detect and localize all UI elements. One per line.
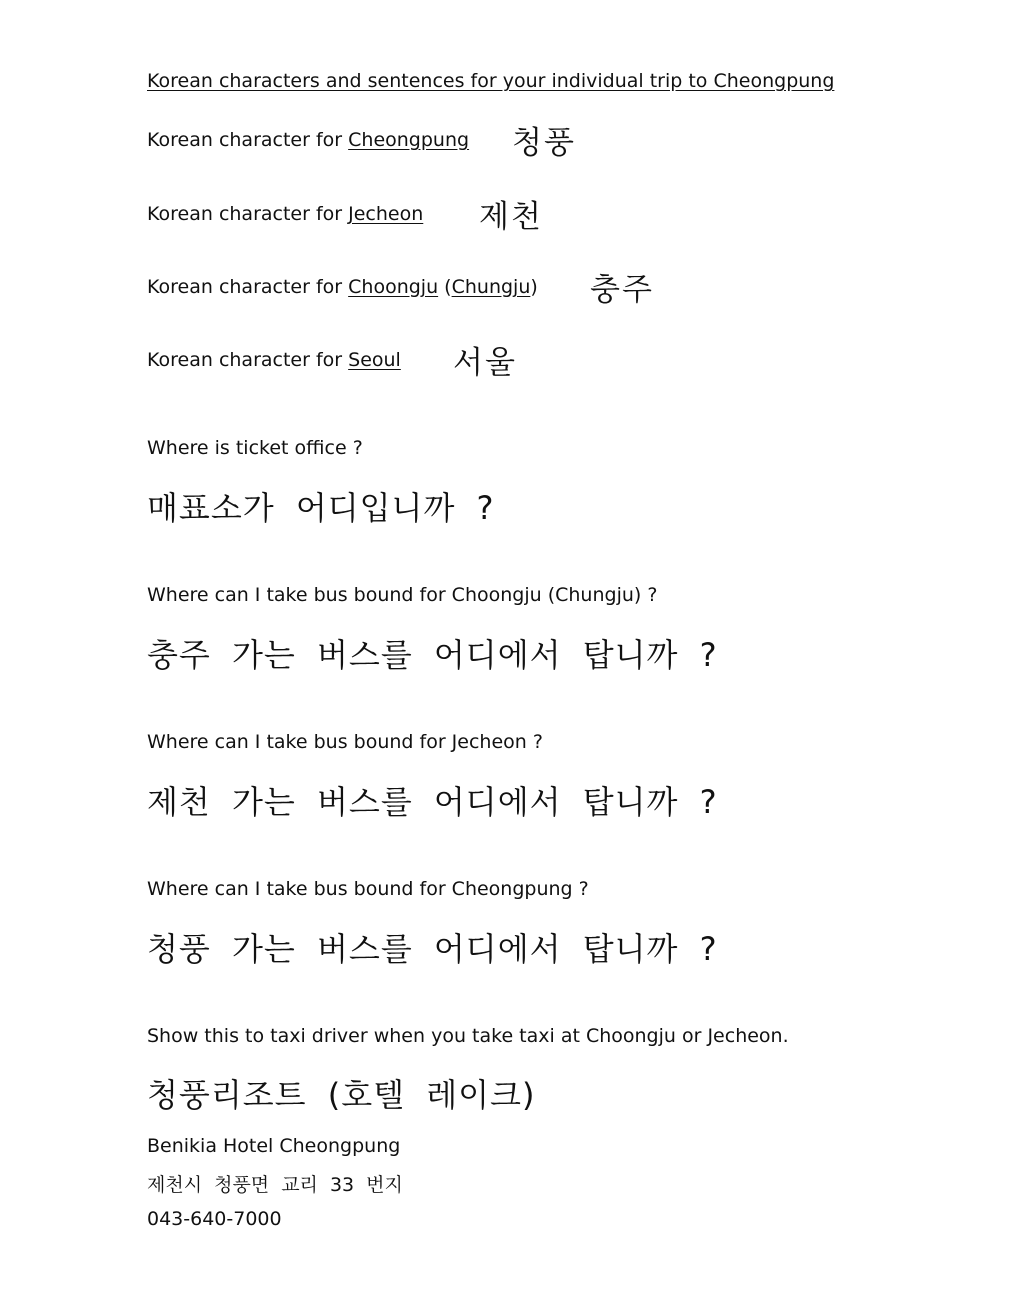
- phrase-korean: 충주 가는 버스를 어디에서 탑니까 ?: [147, 636, 718, 674]
- place-korean-seoul: 서울: [453, 345, 517, 381]
- place-alt-name-chungju: Chungju: [451, 276, 531, 298]
- phrase-english: Where can I take bus bound for Jecheon ?: [147, 731, 543, 753]
- hotel-name: Benikia Hotel Cheongpung: [147, 1135, 401, 1157]
- place-name-cheongpung: Cheongpung: [348, 129, 470, 151]
- alt-open-paren: (: [444, 276, 452, 298]
- place-row-choongju: [147, 276, 538, 298]
- place-name-seoul: Seoul: [348, 349, 401, 371]
- place-row-seoul: [147, 349, 401, 371]
- place-row-jecheon: [147, 203, 423, 225]
- phrase-english: Where can I take bus bound for Choongju (Chungju) ?: [147, 584, 658, 606]
- hotel-phone: 043-640-7000: [147, 1208, 282, 1230]
- place-korean-cheongpung: 청풍: [512, 125, 576, 161]
- place-row-cheongpung: [147, 129, 469, 151]
- hotel-address: 제천시 청풍면 교리 33 번지: [147, 1174, 403, 1196]
- place-name-choongju: Choongju: [348, 276, 439, 298]
- place-prefix: Korean character for: [147, 129, 349, 151]
- phrase-korean: 매표소가 어디입니까 ?: [147, 489, 495, 527]
- place-prefix: Korean character for: [147, 203, 349, 225]
- place-prefix: Korean character for: [147, 276, 349, 298]
- phrase-english: Where can I take bus bound for Cheongpung ?: [147, 878, 589, 900]
- phrase-korean: 청풍 가는 버스를 어디에서 탑니까 ?: [147, 930, 718, 968]
- place-korean-jecheon: 제천: [479, 199, 543, 235]
- phrase-english: Where is ticket office ?: [147, 437, 363, 459]
- place-prefix: Korean character for: [147, 349, 349, 371]
- place-name-jecheon: Jecheon: [348, 203, 424, 225]
- alt-close-paren: ): [530, 276, 538, 298]
- document-title: Korean characters and sentences for your individual trip to Cheongpung: [147, 70, 835, 92]
- phrase-korean: 제천 가는 버스를 어디에서 탑니까 ?: [147, 783, 718, 821]
- place-korean-choongju: 충주: [590, 272, 654, 308]
- taxi-instruction: Show this to taxi driver when you take taxi at Choongju or Jecheon.: [147, 1025, 789, 1047]
- taxi-destination-korean: 청풍리조트 (호텔 레이크): [147, 1076, 536, 1114]
